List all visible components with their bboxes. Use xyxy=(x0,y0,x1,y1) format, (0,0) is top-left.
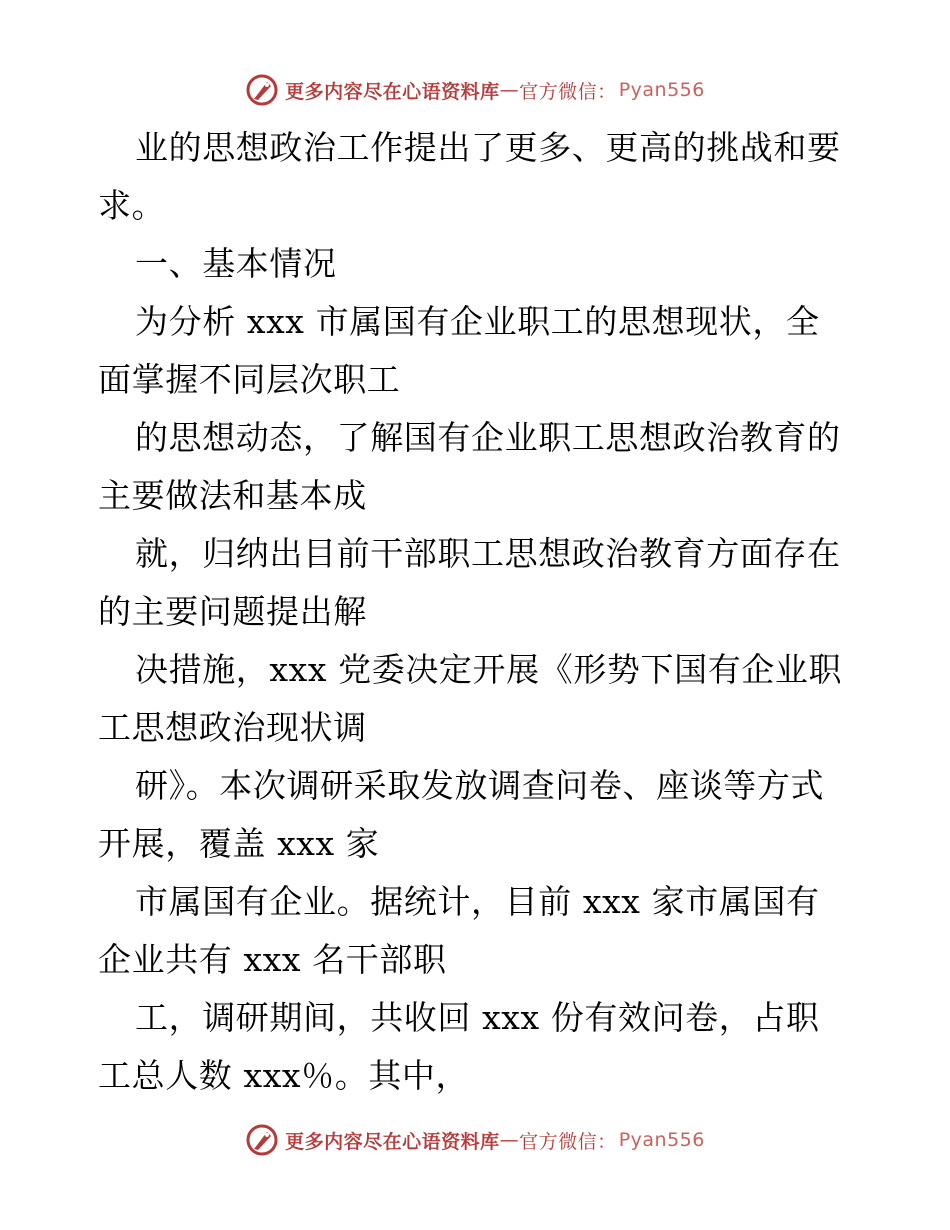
text-line: 面掌握不同层次职工 xyxy=(98,360,401,399)
watermark-separator: — xyxy=(499,1129,520,1151)
text-line: 为分析 xxx 市属国有企业职工的思想现状，全 xyxy=(135,302,820,341)
text-line: 市属国有企业。据统计，目前 xxx 家市属国有 xyxy=(135,882,820,921)
text-line: 企业共有 xxx 名干部职 xyxy=(98,940,447,979)
watermark-label: 官方微信： xyxy=(519,1130,617,1153)
text-line: 主要做法和基本成 xyxy=(98,476,367,515)
pen-nib-logo-icon xyxy=(245,1123,279,1157)
section-heading: 一、基本情况 xyxy=(135,244,337,283)
text-line: 的思想动态，了解国有企业职工思想政治教育的 xyxy=(135,418,841,457)
text-line: 工思想政治现状调 xyxy=(98,708,367,747)
text-line: 就，归纳出目前干部职工思想政治教育方面存在 xyxy=(135,534,841,573)
text-line: 研》。本次调研采取发放调查问卷、座谈等方式 xyxy=(135,766,825,805)
text-line: 业的思想政治工作提出了更多、更高的挑战和要 xyxy=(135,128,841,167)
text-line: 求。 xyxy=(98,186,166,225)
watermark-wechat-id: Pyan556 xyxy=(618,1129,705,1151)
watermark-main-text: 更多内容尽在心语资料库 xyxy=(285,80,500,103)
pen-nib-logo-icon xyxy=(245,73,279,107)
watermark-main-text: 更多内容尽在心语资料库 xyxy=(285,1130,500,1153)
text-line: 工总人数 xxx％。其中， xyxy=(98,1056,470,1095)
watermark-label: 官方微信： xyxy=(519,80,617,103)
text-line: 决措施，xxx 党委决定开展《形势下国有企业职 xyxy=(135,650,843,689)
watermark-wechat-id: Pyan556 xyxy=(618,79,705,101)
text-line: 的主要问题提出解 xyxy=(98,592,367,631)
text-line: 开展，覆盖 xxx 家 xyxy=(98,824,380,863)
footer-watermark xyxy=(0,1120,950,1160)
header-watermark xyxy=(0,70,950,110)
watermark-separator: — xyxy=(499,79,520,101)
text-line: 工，调研期间，共收回 xxx 份有效问卷，占职 xyxy=(135,998,820,1037)
